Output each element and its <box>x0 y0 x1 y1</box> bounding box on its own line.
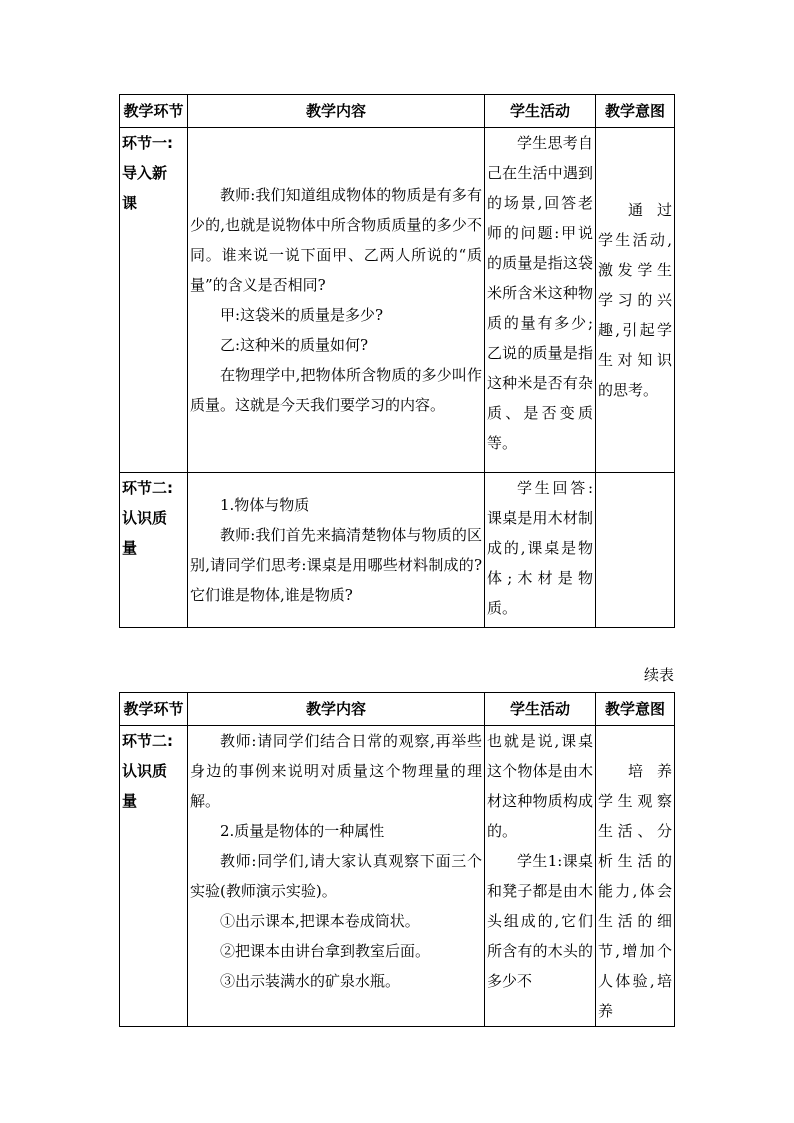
content-paragraph: ②把课本由讲台拿到教室后面。 <box>220 942 431 960</box>
activity-cell <box>485 473 596 628</box>
activity-text: 也就是说,课桌这个物体是由木材这种物质构成的。 <box>487 732 593 840</box>
continued-label: 续表 <box>643 666 674 684</box>
content-paragraph: 甲:这袋米的质量是多少? <box>220 306 384 324</box>
table-header-row <box>120 693 675 726</box>
stage-line: 环节一: <box>122 134 173 152</box>
stage-cell <box>120 473 188 628</box>
stage-cell <box>120 128 188 473</box>
content-paragraph: 教师:我们首先来搞清楚物体与物质的区别,请同学们思考:课桌是用哪些材料制成的?它们谁是物体,谁是物质? <box>190 526 482 604</box>
stage-line: 认识质 <box>122 762 168 780</box>
purpose-cell <box>596 128 675 473</box>
lesson-table-2 <box>119 692 675 1027</box>
content-paragraph: 教师:同学们,请大家认真观察下面三个实验(教师演示实验)。 <box>190 852 482 900</box>
content-paragraph: 在物理学中,把物体所含物质的多少叫作质量。这就是今天我们要学习的内容。 <box>190 366 482 414</box>
purpose-text: 培养学生观察生活、分析生活的能力,体会生活的细节,增加个人体验,培养 <box>598 762 672 1020</box>
header-stage: 教学环节 <box>120 95 188 128</box>
activity-text: 学生思考自己在生活中遇到的场景,回答老师的问题:甲说的质量是指这袋米所含米这种物质的量有多少;乙说的质量是指这种米是否有杂质、是否变质等。 <box>487 134 593 452</box>
purpose-cell <box>596 473 675 628</box>
header-activity: 学生活动 <box>485 693 596 726</box>
table-row <box>120 726 675 1027</box>
content-paragraph: 乙:这种米的质量如何? <box>220 336 369 354</box>
header-content: 教学内容 <box>188 693 485 726</box>
stage-line: 环节二: <box>122 479 173 497</box>
content-paragraph: ①出示课本,把课本卷成筒状。 <box>220 912 420 930</box>
header-stage: 教学环节 <box>120 693 188 726</box>
stage-line: 量 <box>122 792 138 810</box>
content-cell <box>188 726 485 1027</box>
content-paragraph: 教师:我们知道组成物体的物质是有多有少的,也就是说物体中所含物质质量的多少不同。谁来说一说下面甲、乙两人所说的“质量”的含义是否相同? <box>190 186 482 294</box>
stage-cell <box>120 726 188 1027</box>
purpose-cell <box>596 726 675 1027</box>
content-cell <box>188 473 485 628</box>
header-purpose: 教学意图 <box>596 693 675 726</box>
header-activity: 学生活动 <box>485 95 596 128</box>
content-paragraph: 2.质量是物体的一种属性 <box>220 822 385 840</box>
activity-text: 学生回答:课桌是用木材制成的,课桌是物体;木材是物质。 <box>487 479 593 617</box>
table-header-row <box>120 95 675 128</box>
table-row <box>120 473 675 628</box>
stage-line: 环节二: <box>122 732 173 750</box>
content-paragraph: ③出示装满水的矿泉水瓶。 <box>220 972 401 990</box>
content-cell <box>188 128 485 473</box>
activity-cell <box>485 128 596 473</box>
table-row <box>120 128 675 473</box>
stage-line: 认识质 <box>122 509 168 527</box>
stage-line: 导入新 <box>122 164 168 182</box>
content-paragraph: 1.物体与物质 <box>220 496 310 514</box>
stage-line: 课 <box>122 194 138 212</box>
lesson-table-1 <box>119 94 675 628</box>
purpose-text: 通过学生活动,激发学生学习的兴趣,引起学生对知识的思考。 <box>598 201 672 399</box>
header-purpose: 教学意图 <box>596 95 675 128</box>
content-paragraph: 教师:请同学们结合日常的观察,再举些身边的事例来说明对质量这个物理量的理解。 <box>190 732 482 810</box>
header-content: 教学内容 <box>188 95 485 128</box>
activity-cell <box>485 726 596 1027</box>
stage-line: 量 <box>122 539 138 557</box>
activity-text: 学生1:课桌和凳子都是由木头组成的,它们所含有的木头的多少不 <box>487 852 593 990</box>
